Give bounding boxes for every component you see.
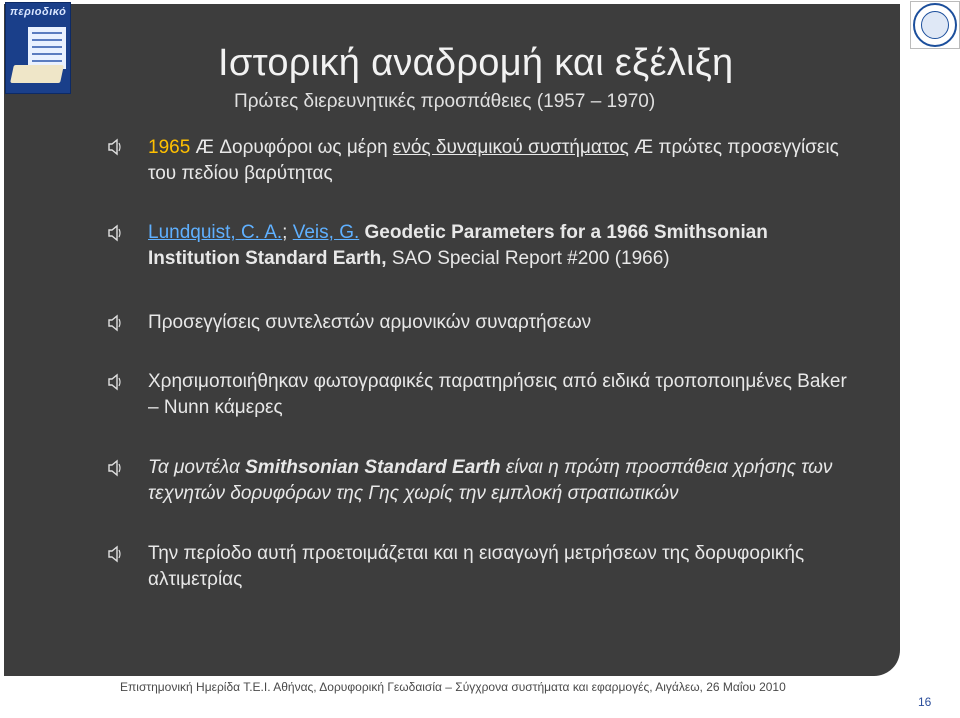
bullet-item-5 bbox=[108, 455, 848, 507]
slide-footer: Επιστημονική Ημερίδα Τ.Ε.Ι. Αθήνας, Δορυφορική Γεωδαισία – Σύγχρονα συστήματα και εφαρμογές, Αιγάλεω, 26 Μαΐου 2010 bbox=[120, 680, 786, 694]
bullet-text: 1965 Æ Δορυφόροι ως μέρη ενός δυναμικού συστήματος Æ πρώτες προσεγγίσεις του πεδίου βαρύτητας bbox=[148, 136, 839, 184]
bullet-text: Τα μοντέλα Smithsonian Standard Earth είναι η πρώτη προσπάθεια χρήσης των τεχνητών δορυφόρων της Γης χωρίς την εμπλοκή στρατιωτικών bbox=[148, 457, 833, 504]
speaker-bullet-icon bbox=[108, 313, 122, 333]
logo-core bbox=[921, 11, 949, 39]
publication-title: Geodetic Parameters for a 1966 Smithsonian Institution Standard Earth, bbox=[148, 222, 768, 269]
institution-logo bbox=[910, 1, 960, 49]
slide-title: Ιστορική αναδρομή και εξέλιξη bbox=[218, 42, 734, 84]
slide-subtitle: Πρώτες διερευνητικές προσπάθειες (1957 – 1970) bbox=[234, 91, 656, 112]
year-label: 1965 bbox=[148, 137, 191, 158]
cover-masthead: περιοδικό bbox=[10, 6, 67, 18]
speaker-bullet-icon bbox=[108, 137, 122, 157]
model-name: Smithsonian Standard Earth bbox=[245, 457, 501, 478]
publication-cover-image bbox=[5, 2, 71, 94]
bullet-item-2 bbox=[108, 220, 848, 272]
speaker-bullet-icon bbox=[108, 544, 122, 564]
bullet-item-1 bbox=[108, 134, 848, 187]
arrow-icon: Æ bbox=[195, 136, 215, 158]
bullet-item-6 bbox=[108, 541, 848, 593]
bullet-text: Χρησιμοποιήθηκαν φωτογραφικές παρατηρήσεις από ειδικά τροποποιημένες Baker – Nunn κάμερες bbox=[148, 371, 847, 418]
underlined-phrase: ενός δυναμικού συστήματος bbox=[392, 137, 629, 158]
author-link-veis[interactable]: Veis, G. bbox=[292, 222, 360, 243]
bullet-item-3 bbox=[108, 310, 848, 336]
bullet-text: Προσεγγίσεις συντελεστών αρμονικών συναρτήσεων bbox=[148, 312, 592, 333]
speaker-bullet-icon bbox=[108, 372, 122, 392]
cover-book-illustration bbox=[10, 65, 64, 83]
cover-text-block bbox=[28, 27, 66, 69]
page-number: 16 bbox=[918, 695, 932, 709]
arrow-icon: Æ bbox=[628, 137, 654, 158]
bullet-item-4 bbox=[108, 369, 848, 421]
logo-ring bbox=[913, 3, 957, 47]
speaker-bullet-icon bbox=[108, 458, 122, 478]
author-link-lundquist[interactable]: Lundquist, C. A. bbox=[148, 222, 283, 243]
speaker-bullet-icon bbox=[108, 223, 122, 243]
bullet-text: Lundquist, C. A.; Veis, G. Geodetic Parameters for a 1966 Smithsonian Institution Standard Earth, SAO Special Report #200 (1966) bbox=[148, 222, 768, 269]
bullet-text: Την περίοδο αυτή προετοιμάζεται και η εισαγωγή μετρήσεων της δορυφορικής αλτιμετρίας bbox=[148, 543, 805, 590]
